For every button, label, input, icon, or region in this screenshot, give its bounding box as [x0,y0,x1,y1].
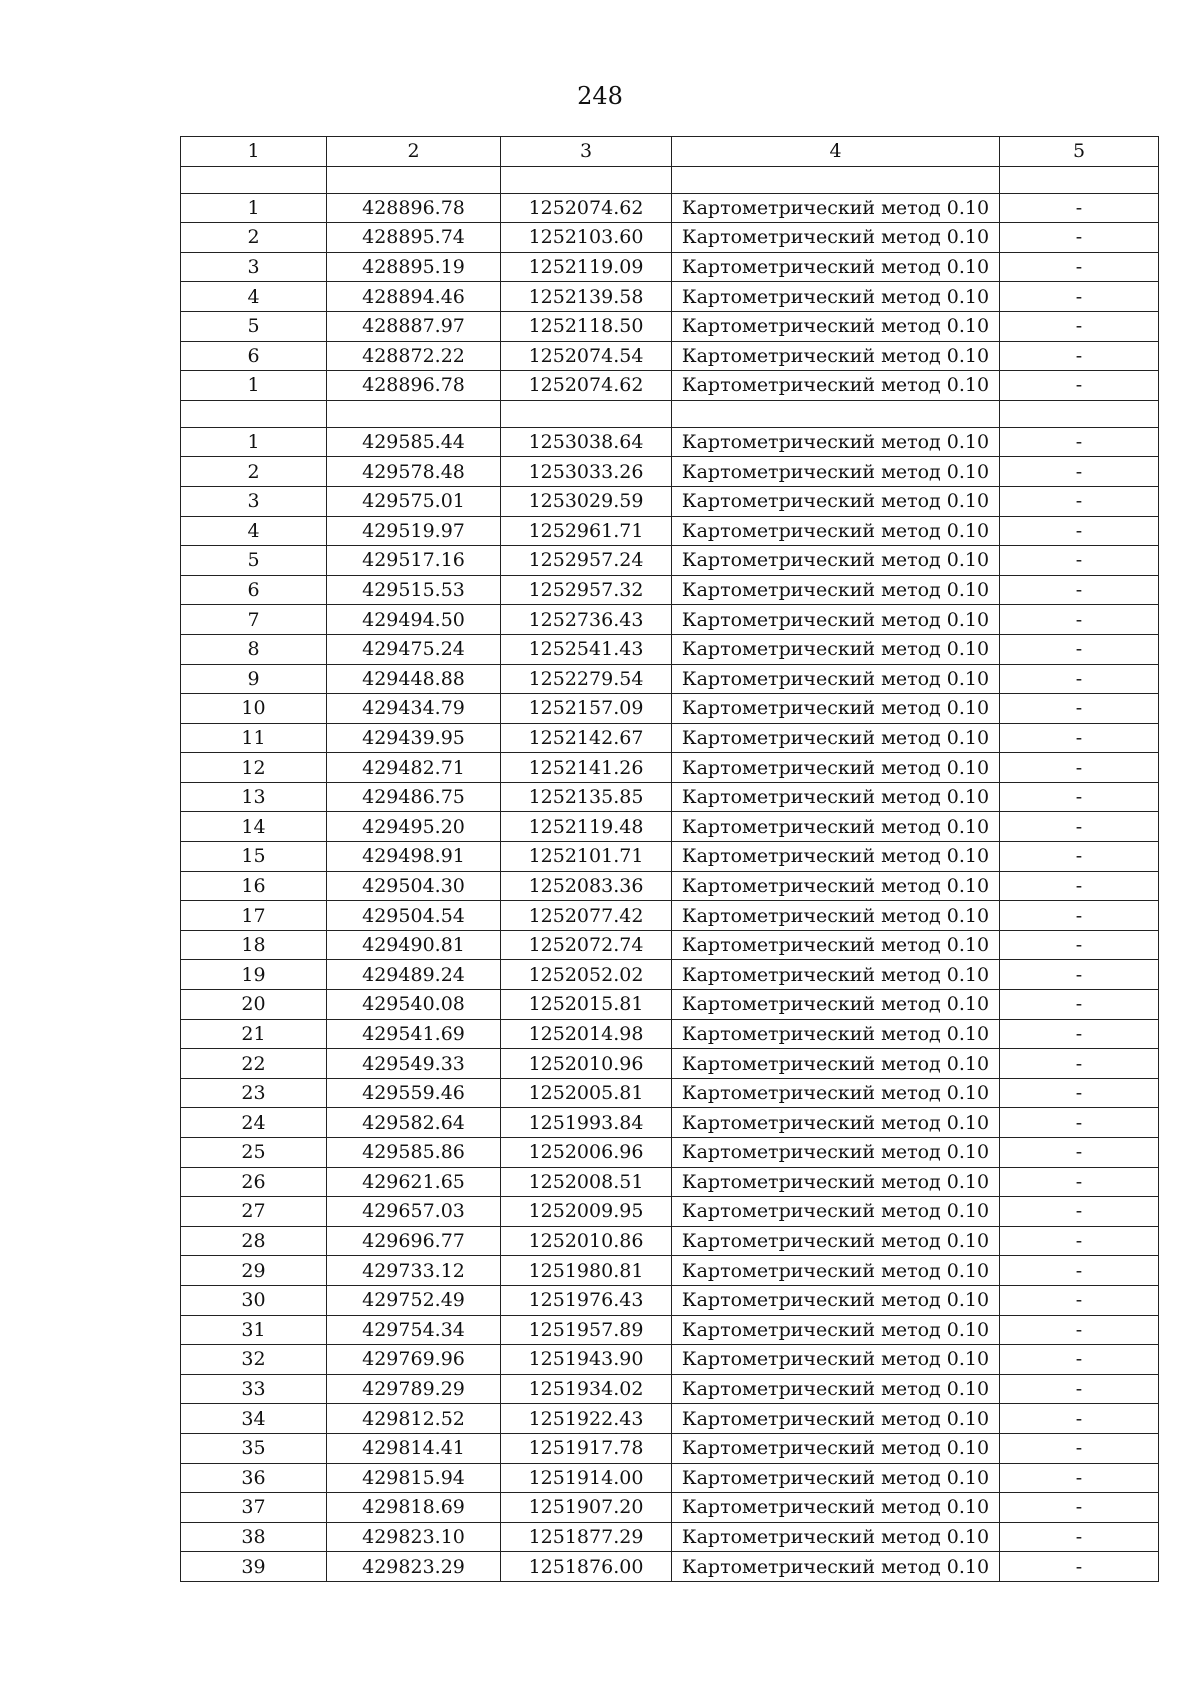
empty-cell [672,400,1000,427]
table-row [181,1049,1159,1079]
table-cell-col4: Картометрический метод 0.10 [672,1433,1000,1463]
table-cell-col1: 19 [181,960,327,990]
table-cell-col3: 1252957.24 [501,546,672,576]
empty-cell [1000,166,1159,193]
table-cell-col1: 20 [181,990,327,1020]
table-cell-col1: 2 [181,457,327,487]
table-cell-col4: Картометрический метод 0.10 [672,1345,1000,1375]
table-cell-col1: 34 [181,1404,327,1434]
table-row [181,694,1159,724]
table-cell-col4: Картометрический метод 0.10 [672,546,1000,576]
table-cell-col3: 1251914.00 [501,1463,672,1493]
table-cell-col3: 1251877.29 [501,1522,672,1552]
table-row [181,782,1159,812]
table-cell-col1: 23 [181,1078,327,1108]
table-row [181,1493,1159,1523]
table-cell-col5: - [1000,694,1159,724]
table-cell-col5: - [1000,605,1159,635]
table-cell-col3: 1252103.60 [501,223,672,253]
table-cell-col2: 429495.20 [327,812,501,842]
table-cell-col4: Картометрический метод 0.10 [672,723,1000,753]
table-cell-col1: 4 [181,282,327,312]
empty-cell [327,400,501,427]
table-cell-col4: Картометрический метод 0.10 [672,753,1000,783]
table-cell-col1: 35 [181,1433,327,1463]
table-cell-col1: 8 [181,634,327,664]
table-cell-col2: 429475.24 [327,634,501,664]
table-row [181,1226,1159,1256]
table-cell-col4: Картометрический метод 0.10 [672,1374,1000,1404]
table-header-row [181,137,1159,167]
table-cell-col5: - [1000,1285,1159,1315]
table-cell-col5: - [1000,311,1159,341]
table-cell-col5: - [1000,1019,1159,1049]
table-cell-col3: 1252074.62 [501,371,672,401]
table-cell-col2: 429448.88 [327,664,501,694]
table-cell-col4: Картометрический метод 0.10 [672,842,1000,872]
table-cell-col4: Картометрический метод 0.10 [672,1138,1000,1168]
table-cell-col3: 1252961.71 [501,516,672,546]
table-cell-col4: Картометрический метод 0.10 [672,486,1000,516]
table-cell-col1: 32 [181,1345,327,1375]
table-cell-col3: 1252157.09 [501,694,672,724]
table-row [181,546,1159,576]
table-cell-col2: 429482.71 [327,753,501,783]
table-cell-col3: 1252010.96 [501,1049,672,1079]
table-row [181,1078,1159,1108]
header-cell-col3: 3 [501,137,672,167]
table-cell-col4: Картометрический метод 0.10 [672,1049,1000,1079]
table-row [181,1552,1159,1582]
table-cell-col3: 1252141.26 [501,753,672,783]
table-cell-col3: 1252005.81 [501,1078,672,1108]
table-cell-col4: Картометрический метод 0.10 [672,341,1000,371]
table-cell-col4: Картометрический метод 0.10 [672,1522,1000,1552]
empty-cell [181,400,327,427]
table-cell-col5: - [1000,575,1159,605]
table-cell-col3: 1251957.89 [501,1315,672,1345]
table-cell-col4: Картометрический метод 0.10 [672,1404,1000,1434]
table-cell-col1: 10 [181,694,327,724]
table-cell-col2: 429696.77 [327,1226,501,1256]
table-cell-col3: 1251980.81 [501,1256,672,1286]
table-cell-col3: 1252006.96 [501,1138,672,1168]
table-cell-col2: 429494.50 [327,605,501,635]
table-cell-col5: - [1000,1493,1159,1523]
table-row [181,842,1159,872]
table-cell-col1: 25 [181,1138,327,1168]
table-cell-col5: - [1000,371,1159,401]
table-cell-col2: 429541.69 [327,1019,501,1049]
table-cell-col1: 39 [181,1552,327,1582]
table-cell-col3: 1252279.54 [501,664,672,694]
table-cell-col3: 1252119.09 [501,252,672,282]
table-cell-col5: - [1000,282,1159,312]
table-cell-col2: 429823.10 [327,1522,501,1552]
table-cell-col3: 1252010.86 [501,1226,672,1256]
table-cell-col2: 429439.95 [327,723,501,753]
table-cell-col2: 429559.46 [327,1078,501,1108]
table-row [181,664,1159,694]
table-cell-col1: 3 [181,486,327,516]
table-cell-col1: 5 [181,311,327,341]
table-cell-col5: - [1000,546,1159,576]
table-cell-col2: 429549.33 [327,1049,501,1079]
table-row [181,1138,1159,1168]
table-row [181,223,1159,253]
table-cell-col3: 1252118.50 [501,311,672,341]
empty-cell [501,166,672,193]
table-cell-col2: 429818.69 [327,1493,501,1523]
table-cell-col5: - [1000,1552,1159,1582]
table-cell-col4: Картометрический метод 0.10 [672,1019,1000,1049]
table-cell-col2: 428872.22 [327,341,501,371]
table-cell-col3: 1251993.84 [501,1108,672,1138]
table-cell-col5: - [1000,1108,1159,1138]
table-cell-col5: - [1000,753,1159,783]
table-cell-col4: Картометрический метод 0.10 [672,1108,1000,1138]
table-row [181,457,1159,487]
table-row [181,1404,1159,1434]
table-cell-col2: 429490.81 [327,930,501,960]
table-row [181,1463,1159,1493]
table-cell-col2: 428887.97 [327,311,501,341]
table-cell-col5: - [1000,1049,1159,1079]
table-cell-col4: Картометрический метод 0.10 [672,634,1000,664]
table-row [181,575,1159,605]
table-cell-col5: - [1000,1463,1159,1493]
table-cell-col1: 16 [181,871,327,901]
table-cell-col1: 1 [181,427,327,457]
table-cell-col1: 30 [181,1285,327,1315]
table-row [181,812,1159,842]
table-cell-col4: Картометрический метод 0.10 [672,694,1000,724]
table-cell-col1: 31 [181,1315,327,1345]
table-row [181,1315,1159,1345]
table-cell-col3: 1252957.32 [501,575,672,605]
table-cell-col4: Картометрический метод 0.10 [672,990,1000,1020]
table-cell-col4: Картометрический метод 0.10 [672,871,1000,901]
table-cell-col2: 429733.12 [327,1256,501,1286]
table-cell-col3: 1252736.43 [501,605,672,635]
table-cell-col1: 13 [181,782,327,812]
table-cell-col5: - [1000,1226,1159,1256]
table-cell-col1: 21 [181,1019,327,1049]
table-cell-col4: Картометрический метод 0.10 [672,605,1000,635]
table-cell-col2: 429621.65 [327,1167,501,1197]
table-cell-col5: - [1000,1404,1159,1434]
table-cell-col1: 33 [181,1374,327,1404]
table-cell-col3: 1252074.54 [501,341,672,371]
header-cell-col2: 2 [327,137,501,167]
table-cell-col4: Картометрический метод 0.10 [672,457,1000,487]
table-row [181,1197,1159,1227]
header-cell-col4: 4 [672,137,1000,167]
table-cell-col3: 1252142.67 [501,723,672,753]
table-cell-col1: 28 [181,1226,327,1256]
empty-cell [672,166,1000,193]
table-cell-col4: Картометрический метод 0.10 [672,1256,1000,1286]
table-cell-col5: - [1000,1522,1159,1552]
table-cell-col2: 429486.75 [327,782,501,812]
table-cell-col4: Картометрический метод 0.10 [672,782,1000,812]
table-cell-col5: - [1000,457,1159,487]
table-cell-col2: 429657.03 [327,1197,501,1227]
table-cell-col2: 428894.46 [327,282,501,312]
table-cell-col3: 1251876.00 [501,1552,672,1582]
table-cell-col1: 18 [181,930,327,960]
table-row [181,1433,1159,1463]
table-cell-col5: - [1000,341,1159,371]
table-cell-col5: - [1000,1315,1159,1345]
table-cell-col2: 429585.44 [327,427,501,457]
table-cell-col4: Картометрический метод 0.10 [672,664,1000,694]
table-cell-col2: 429504.30 [327,871,501,901]
section-separator-row [181,166,1159,193]
table-cell-col2: 429434.79 [327,694,501,724]
table-cell-col1: 29 [181,1256,327,1286]
table-cell-col4: Картометрический метод 0.10 [672,427,1000,457]
table-cell-col4: Картометрический метод 0.10 [672,1493,1000,1523]
table-cell-col5: - [1000,812,1159,842]
table-cell-col2: 429752.49 [327,1285,501,1315]
table-cell-col4: Картометрический метод 0.10 [672,1285,1000,1315]
table-cell-col4: Картометрический метод 0.10 [672,1463,1000,1493]
table-cell-col5: - [1000,634,1159,664]
table-cell-col2: 429578.48 [327,457,501,487]
table-cell-col2: 429789.29 [327,1374,501,1404]
table-cell-col3: 1252052.02 [501,960,672,990]
table-cell-col4: Картометрический метод 0.10 [672,901,1000,931]
table-row [181,1167,1159,1197]
table-cell-col4: Картометрический метод 0.10 [672,1315,1000,1345]
table-row [181,427,1159,457]
table-cell-col5: - [1000,516,1159,546]
table-row [181,1345,1159,1375]
table-cell-col2: 429540.08 [327,990,501,1020]
table-cell-col2: 429815.94 [327,1463,501,1493]
table-cell-col1: 7 [181,605,327,635]
table-cell-col3: 1252015.81 [501,990,672,1020]
table-cell-col2: 429575.01 [327,486,501,516]
table-cell-col4: Картометрический метод 0.10 [672,960,1000,990]
table-cell-col2: 429769.96 [327,1345,501,1375]
table-cell-col4: Картометрический метод 0.10 [672,223,1000,253]
table-cell-col4: Картометрический метод 0.10 [672,1226,1000,1256]
table-row [181,990,1159,1020]
table-cell-col3: 1251934.02 [501,1374,672,1404]
table-cell-col5: - [1000,930,1159,960]
table-cell-col3: 1252014.98 [501,1019,672,1049]
table-cell-col2: 429504.54 [327,901,501,931]
header-cell-col1: 1 [181,137,327,167]
table-cell-col4: Картометрический метод 0.10 [672,282,1000,312]
table-cell-col5: - [1000,1167,1159,1197]
table-row [181,516,1159,546]
table-cell-col5: - [1000,871,1159,901]
table-cell-col1: 11 [181,723,327,753]
table-cell-col4: Картометрический метод 0.10 [672,1078,1000,1108]
table-cell-col5: - [1000,193,1159,223]
header-cell-col5: 5 [1000,137,1159,167]
table-row [181,486,1159,516]
table-cell-col1: 5 [181,546,327,576]
table-cell-col3: 1252083.36 [501,871,672,901]
table-cell-col5: - [1000,664,1159,694]
table-cell-col3: 1253029.59 [501,486,672,516]
table-row [181,634,1159,664]
table-cell-col1: 38 [181,1522,327,1552]
table-cell-col3: 1251917.78 [501,1433,672,1463]
table-cell-col2: 428896.78 [327,193,501,223]
table-cell-col3: 1251907.20 [501,1493,672,1523]
table-cell-col3: 1252119.48 [501,812,672,842]
table-cell-col4: Картометрический метод 0.10 [672,1167,1000,1197]
table-cell-col4: Картометрический метод 0.10 [672,812,1000,842]
table-cell-col3: 1252541.43 [501,634,672,664]
table-cell-col4: Картометрический метод 0.10 [672,371,1000,401]
table-cell-col5: - [1000,782,1159,812]
table-row [181,1374,1159,1404]
table-cell-col5: - [1000,486,1159,516]
table-cell-col1: 3 [181,252,327,282]
table-cell-col4: Картометрический метод 0.10 [672,252,1000,282]
table-row [181,871,1159,901]
table-body [181,166,1159,1581]
table-cell-col2: 429582.64 [327,1108,501,1138]
table-cell-col3: 1251976.43 [501,1285,672,1315]
table-row [181,1256,1159,1286]
table-cell-col2: 429823.29 [327,1552,501,1582]
table-cell-col1: 17 [181,901,327,931]
table-cell-col2: 428895.74 [327,223,501,253]
empty-cell [501,400,672,427]
table-cell-col2: 429498.91 [327,842,501,872]
table-row [181,1108,1159,1138]
table-row [181,605,1159,635]
table-cell-col3: 1253033.26 [501,457,672,487]
empty-cell [181,166,327,193]
table-cell-col1: 6 [181,575,327,605]
table-cell-col1: 1 [181,371,327,401]
table-cell-col1: 2 [181,223,327,253]
page-number: 248 [577,82,623,110]
table-cell-col4: Картометрический метод 0.10 [672,1197,1000,1227]
table-cell-col1: 27 [181,1197,327,1227]
table-cell-col1: 14 [181,812,327,842]
table-cell-col4: Картометрический метод 0.10 [672,575,1000,605]
table-cell-col3: 1252008.51 [501,1167,672,1197]
table-row [181,193,1159,223]
table-row [181,1522,1159,1552]
table-cell-col4: Картометрический метод 0.10 [672,930,1000,960]
table-cell-col2: 429519.97 [327,516,501,546]
table-row [181,1285,1159,1315]
table-cell-col5: - [1000,960,1159,990]
table-cell-col2: 428896.78 [327,371,501,401]
table-cell-col5: - [1000,427,1159,457]
table-cell-col2: 429814.41 [327,1433,501,1463]
table-cell-col1: 15 [181,842,327,872]
table-cell-col5: - [1000,723,1159,753]
table-cell-col2: 429489.24 [327,960,501,990]
table-cell-col2: 429517.16 [327,546,501,576]
table-cell-col5: - [1000,1345,1159,1375]
table-cell-col3: 1251943.90 [501,1345,672,1375]
table-cell-col4: Картометрический метод 0.10 [672,193,1000,223]
table-cell-col3: 1253038.64 [501,427,672,457]
table-cell-col1: 22 [181,1049,327,1079]
table-cell-col1: 9 [181,664,327,694]
table-row [181,371,1159,401]
table-row [181,311,1159,341]
coordinates-table [180,136,1159,1582]
table-cell-col1: 6 [181,341,327,371]
table-cell-col1: 1 [181,193,327,223]
table-cell-col1: 36 [181,1463,327,1493]
table-cell-col1: 12 [181,753,327,783]
table-cell-col3: 1252135.85 [501,782,672,812]
table-cell-col5: - [1000,1374,1159,1404]
table-cell-col5: - [1000,990,1159,1020]
empty-cell [1000,400,1159,427]
table-row [181,960,1159,990]
table-cell-col3: 1252009.95 [501,1197,672,1227]
table-cell-col4: Картометрический метод 0.10 [672,516,1000,546]
table-row [181,930,1159,960]
table-cell-col5: - [1000,901,1159,931]
table-cell-col2: 429585.86 [327,1138,501,1168]
table-cell-col3: 1252077.42 [501,901,672,931]
table-row [181,282,1159,312]
table-cell-col1: 37 [181,1493,327,1523]
table-cell-col5: - [1000,1138,1159,1168]
table-row [181,341,1159,371]
table-cell-col4: Картометрический метод 0.10 [672,311,1000,341]
table-cell-col3: 1252139.58 [501,282,672,312]
table-cell-col3: 1252072.74 [501,930,672,960]
table-cell-col2: 429812.52 [327,1404,501,1434]
table-cell-col3: 1252101.71 [501,842,672,872]
table-cell-col2: 429515.53 [327,575,501,605]
table-cell-col2: 429754.34 [327,1315,501,1345]
table-cell-col5: - [1000,1256,1159,1286]
table-cell-col5: - [1000,1433,1159,1463]
table-cell-col3: 1251922.43 [501,1404,672,1434]
table-row [181,252,1159,282]
table-cell-col2: 428895.19 [327,252,501,282]
table-cell-col1: 4 [181,516,327,546]
table-cell-col5: - [1000,223,1159,253]
table-row [181,723,1159,753]
table-row [181,753,1159,783]
table-cell-col1: 24 [181,1108,327,1138]
table-cell-col4: Картометрический метод 0.10 [672,1552,1000,1582]
empty-cell [327,166,501,193]
table-cell-col5: - [1000,842,1159,872]
section-separator-row [181,400,1159,427]
table-row [181,1019,1159,1049]
table-cell-col5: - [1000,1197,1159,1227]
table-cell-col5: - [1000,252,1159,282]
table-cell-col3: 1252074.62 [501,193,672,223]
table-cell-col1: 26 [181,1167,327,1197]
table-cell-col5: - [1000,1078,1159,1108]
table-row [181,901,1159,931]
